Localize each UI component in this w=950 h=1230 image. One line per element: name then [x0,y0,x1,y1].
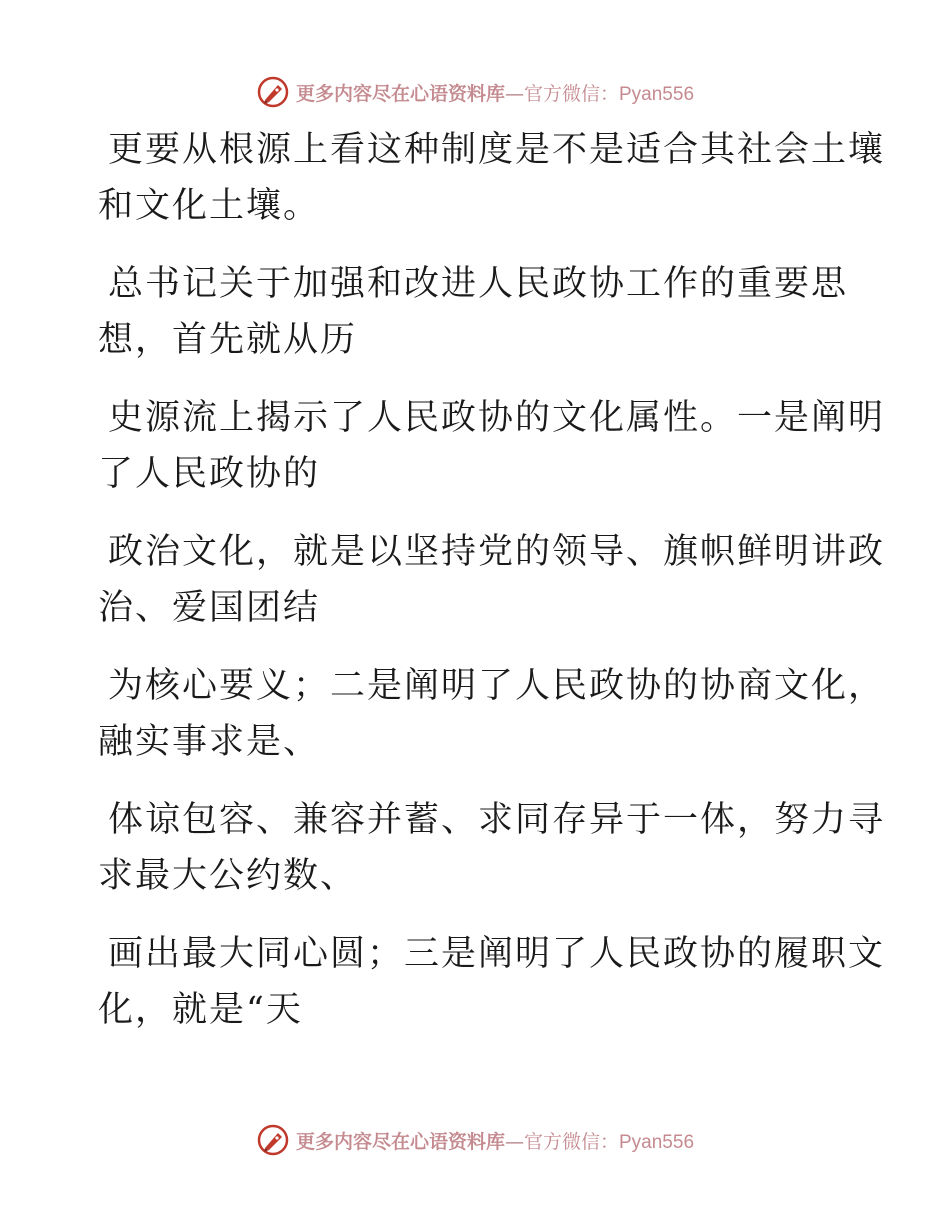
paragraph [98,390,886,502]
paragraph-line: 史源流上揭示了人民政协的文化属性。一是阐明 [108,398,886,438]
paragraph-line: 融实事求是、 [98,722,321,762]
header-banner-text [296,79,694,106]
footer-wechat-id: Pyan556 [619,1131,695,1153]
footer-banner-content [256,1123,694,1157]
paragraph-line: 更要从根源上看这种制度是不是适合其社会土壤 [108,130,886,170]
paragraph [98,658,886,770]
footer-banner [0,1120,950,1160]
header-wechat-label: 官方微信： [523,82,619,105]
paragraph [98,792,886,904]
pen-nib-logo-icon [256,1123,290,1157]
paragraph [98,122,886,234]
paragraph [98,256,849,368]
paragraph-line: 了人民政协的 [98,454,321,494]
footer-dash: — [504,1130,524,1153]
header-promo-text: 更多内容尽在心语资料库 [295,82,505,105]
footer-wechat-label: 官方微信： [523,1130,619,1153]
paragraph-line: 想，首先就从历 [98,320,358,360]
paragraph-line: 画出最大同心圆；三是阐明了人民政协的履职文 [108,934,886,974]
header-banner-content [256,75,694,109]
paragraph-line: 体谅包容、兼容并蓄、求同存异于一体，努力寻 [108,800,886,840]
footer-promo-text: 更多内容尽在心语资料库 [295,1130,505,1153]
paragraph-line: 求最大公约数、 [98,856,358,896]
paragraph-line: 和文化土壤。 [98,186,321,226]
document-body [98,122,886,1060]
paragraph-line: 政治文化，就是以坚持党的领导、旗帜鲜明讲政 [108,532,886,572]
header-banner [0,72,950,112]
paragraph-line: 治、爱国团结 [98,588,321,628]
paragraph-line: 化，就是“天 [98,990,303,1030]
paragraph [98,926,886,1038]
pen-nib-logo-icon [256,75,290,109]
paragraph [98,524,886,636]
footer-banner-text [296,1127,694,1154]
paragraph-line: 为核心要义；二是阐明了人民政协的协商文化， [108,666,886,706]
header-wechat-id: Pyan556 [619,83,695,105]
header-dash: — [504,82,524,105]
paragraph-line: 总书记关于加强和改进人民政协工作的重要思 [108,264,849,304]
